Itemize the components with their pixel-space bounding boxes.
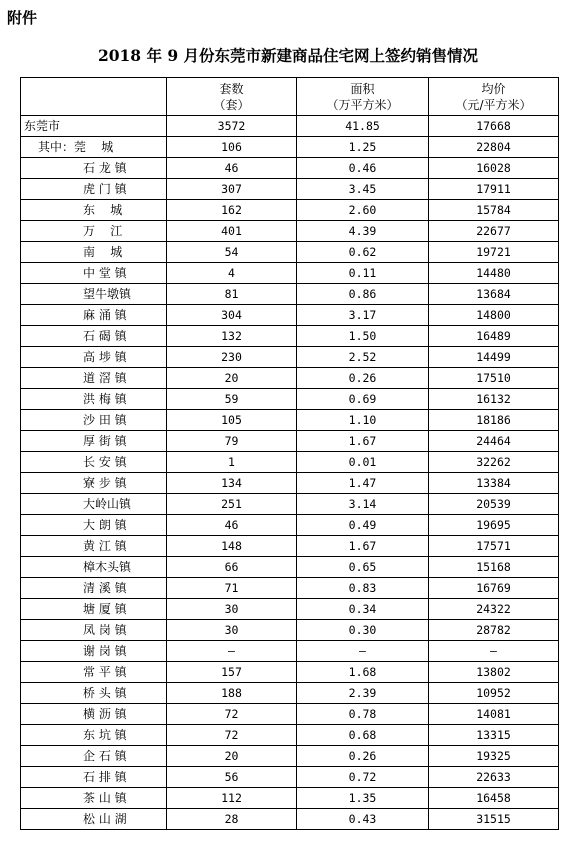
units-cell: 66 (167, 557, 297, 578)
units-cell: 105 (167, 410, 297, 431)
district-name-cell: 石 排 镇 (21, 767, 167, 788)
units-cell: 79 (167, 431, 297, 452)
table-row (21, 515, 559, 536)
price-cell: 20539 (429, 494, 559, 515)
district-name-cell: 其中：莞 城 (21, 137, 167, 158)
area-cell: 2.60 (297, 200, 429, 221)
table-body (21, 116, 559, 830)
table-row (21, 767, 559, 788)
price-cell: 31515 (429, 809, 559, 830)
district-name-cell: 塘 厦 镇 (21, 599, 167, 620)
price-cell: 24322 (429, 599, 559, 620)
district-name-cell: 黄 江 镇 (21, 536, 167, 557)
price-cell: 17911 (429, 179, 559, 200)
area-cell: 0.34 (297, 599, 429, 620)
table-row (21, 494, 559, 515)
price-cell: 16028 (429, 158, 559, 179)
units-cell: 56 (167, 767, 297, 788)
area-cell: 0.30 (297, 620, 429, 641)
table-row (21, 158, 559, 179)
price-cell: 24464 (429, 431, 559, 452)
district-name-cell: 万 江 (21, 221, 167, 242)
price-cell: — (429, 641, 559, 662)
header-units (167, 78, 297, 116)
area-cell: 0.83 (297, 578, 429, 599)
units-cell: 20 (167, 746, 297, 767)
table-row (21, 347, 559, 368)
units-cell: — (167, 641, 297, 662)
price-cell: 32262 (429, 452, 559, 473)
table-row (21, 431, 559, 452)
district-name-cell: 企 石 镇 (21, 746, 167, 767)
table-row (21, 578, 559, 599)
area-cell: 1.25 (297, 137, 429, 158)
area-cell: 3.45 (297, 179, 429, 200)
units-cell: 307 (167, 179, 297, 200)
units-cell: 4 (167, 263, 297, 284)
page-title: 2018 年 9 月份东莞市新建商品住宅网上签约销售情况 (97, 46, 479, 65)
price-cell: 13802 (429, 662, 559, 683)
units-cell: 304 (167, 305, 297, 326)
sales-table (20, 77, 559, 830)
table-row (21, 410, 559, 431)
units-cell: 188 (167, 683, 297, 704)
table-row (21, 746, 559, 767)
header-price-unit: （元/平方米） (455, 97, 532, 112)
area-cell: 3.14 (297, 494, 429, 515)
units-cell: 112 (167, 788, 297, 809)
area-cell: 0.65 (297, 557, 429, 578)
table-row (21, 242, 559, 263)
table-row (21, 368, 559, 389)
units-cell: 230 (167, 347, 297, 368)
price-cell: 22633 (429, 767, 559, 788)
table-header-row (21, 78, 559, 116)
header-area-unit: （万平方米） (326, 97, 399, 112)
units-cell: 3572 (167, 116, 297, 137)
units-cell: 72 (167, 725, 297, 746)
units-cell: 401 (167, 221, 297, 242)
price-cell: 13384 (429, 473, 559, 494)
table-row (21, 599, 559, 620)
table-row (21, 725, 559, 746)
units-cell: 46 (167, 158, 297, 179)
district-name-cell: 道 滘 镇 (21, 368, 167, 389)
area-cell: 3.17 (297, 305, 429, 326)
price-cell: 13684 (429, 284, 559, 305)
price-cell: 19325 (429, 746, 559, 767)
price-cell: 14081 (429, 704, 559, 725)
district-name-cell: 横 沥 镇 (21, 704, 167, 725)
area-cell: 0.68 (297, 725, 429, 746)
district-name-cell: 东 坑 镇 (21, 725, 167, 746)
district-name-cell: 石 碣 镇 (21, 326, 167, 347)
table-row (21, 179, 559, 200)
header-price (429, 78, 559, 116)
district-name-cell: 厚 街 镇 (21, 431, 167, 452)
table-row (21, 221, 559, 242)
area-cell: 2.52 (297, 347, 429, 368)
table-row (21, 620, 559, 641)
district-name-cell: 常 平 镇 (21, 662, 167, 683)
table-row (21, 536, 559, 557)
units-cell: 46 (167, 515, 297, 536)
area-cell: 1.47 (297, 473, 429, 494)
price-cell: 13315 (429, 725, 559, 746)
header-district (21, 78, 167, 116)
price-cell: 19721 (429, 242, 559, 263)
price-cell: 15784 (429, 200, 559, 221)
units-cell: 132 (167, 326, 297, 347)
header-area-label: 面积 (350, 81, 375, 96)
price-cell: 22804 (429, 137, 559, 158)
units-cell: 157 (167, 662, 297, 683)
price-cell: 10952 (429, 683, 559, 704)
area-cell: 41.85 (297, 116, 429, 137)
area-cell: 1.35 (297, 788, 429, 809)
district-name-cell: 松 山 湖 (21, 809, 167, 830)
header-price-label: 均价 (481, 81, 506, 96)
district-name-cell: 谢 岗 镇 (21, 641, 167, 662)
area-cell: 0.86 (297, 284, 429, 305)
units-cell: 30 (167, 599, 297, 620)
area-cell: 0.72 (297, 767, 429, 788)
district-name-cell: 石 龙 镇 (21, 158, 167, 179)
area-cell: — (297, 641, 429, 662)
table-row (21, 662, 559, 683)
units-cell: 81 (167, 284, 297, 305)
district-name-cell: 寮 步 镇 (21, 473, 167, 494)
table-row (21, 452, 559, 473)
area-cell: 0.43 (297, 809, 429, 830)
area-cell: 0.46 (297, 158, 429, 179)
units-cell: 106 (167, 137, 297, 158)
district-name-cell: 东莞市 (21, 116, 167, 137)
table-row (21, 809, 559, 830)
header-area (297, 78, 429, 116)
table-row (21, 557, 559, 578)
table-row (21, 704, 559, 725)
price-cell: 19695 (429, 515, 559, 536)
units-cell: 28 (167, 809, 297, 830)
header-units-unit: （套） (213, 97, 250, 112)
units-cell: 59 (167, 389, 297, 410)
table-row (21, 683, 559, 704)
units-cell: 148 (167, 536, 297, 557)
price-cell: 16769 (429, 578, 559, 599)
header-units-label: 套数 (219, 81, 244, 96)
district-name-cell: 大 朗 镇 (21, 515, 167, 536)
district-name-cell: 长 安 镇 (21, 452, 167, 473)
price-cell: 16132 (429, 389, 559, 410)
area-cell: 1.68 (297, 662, 429, 683)
table-row (21, 389, 559, 410)
area-cell: 4.39 (297, 221, 429, 242)
area-cell: 0.26 (297, 746, 429, 767)
table-row (21, 200, 559, 221)
district-name-cell: 虎 门 镇 (21, 179, 167, 200)
district-name-cell: 洪 梅 镇 (21, 389, 167, 410)
price-cell: 16489 (429, 326, 559, 347)
price-cell: 14480 (429, 263, 559, 284)
price-cell: 17571 (429, 536, 559, 557)
district-name-cell: 大岭山镇 (21, 494, 167, 515)
price-cell: 16458 (429, 788, 559, 809)
units-cell: 54 (167, 242, 297, 263)
area-cell: 0.78 (297, 704, 429, 725)
area-cell: 0.49 (297, 515, 429, 536)
district-name-cell: 清 溪 镇 (21, 578, 167, 599)
district-name-cell: 茶 山 镇 (21, 788, 167, 809)
district-name-cell: 樟木头镇 (21, 557, 167, 578)
price-cell: 18186 (429, 410, 559, 431)
units-cell: 162 (167, 200, 297, 221)
district-name-cell: 凤 岗 镇 (21, 620, 167, 641)
area-cell: 1.10 (297, 410, 429, 431)
table-row (21, 788, 559, 809)
table-row (21, 263, 559, 284)
attachment-label: 附件 (7, 9, 38, 27)
table-row (21, 116, 559, 137)
area-cell: 1.67 (297, 536, 429, 557)
price-cell: 15168 (429, 557, 559, 578)
district-name-cell: 沙 田 镇 (21, 410, 167, 431)
area-cell: 0.01 (297, 452, 429, 473)
units-cell: 134 (167, 473, 297, 494)
area-cell: 0.26 (297, 368, 429, 389)
units-cell: 72 (167, 704, 297, 725)
price-cell: 14800 (429, 305, 559, 326)
area-cell: 1.67 (297, 431, 429, 452)
district-name-cell: 中 堂 镇 (21, 263, 167, 284)
table-row (21, 305, 559, 326)
table-row (21, 641, 559, 662)
table-row (21, 473, 559, 494)
price-cell: 17668 (429, 116, 559, 137)
district-name-cell: 南 城 (21, 242, 167, 263)
units-cell: 71 (167, 578, 297, 599)
district-name-cell: 望牛墩镇 (21, 284, 167, 305)
table-row (21, 284, 559, 305)
units-cell: 1 (167, 452, 297, 473)
district-name-cell: 麻 涌 镇 (21, 305, 167, 326)
price-cell: 28782 (429, 620, 559, 641)
area-cell: 0.11 (297, 263, 429, 284)
price-cell: 17510 (429, 368, 559, 389)
area-cell: 2.39 (297, 683, 429, 704)
area-cell: 1.50 (297, 326, 429, 347)
table-row (21, 137, 559, 158)
units-cell: 251 (167, 494, 297, 515)
area-cell: 0.62 (297, 242, 429, 263)
district-name-cell: 东 城 (21, 200, 167, 221)
units-cell: 20 (167, 368, 297, 389)
units-cell: 30 (167, 620, 297, 641)
price-cell: 14499 (429, 347, 559, 368)
area-cell: 0.69 (297, 389, 429, 410)
price-cell: 22677 (429, 221, 559, 242)
district-name-cell: 高 埗 镇 (21, 347, 167, 368)
table-row (21, 326, 559, 347)
district-name-cell: 桥 头 镇 (21, 683, 167, 704)
